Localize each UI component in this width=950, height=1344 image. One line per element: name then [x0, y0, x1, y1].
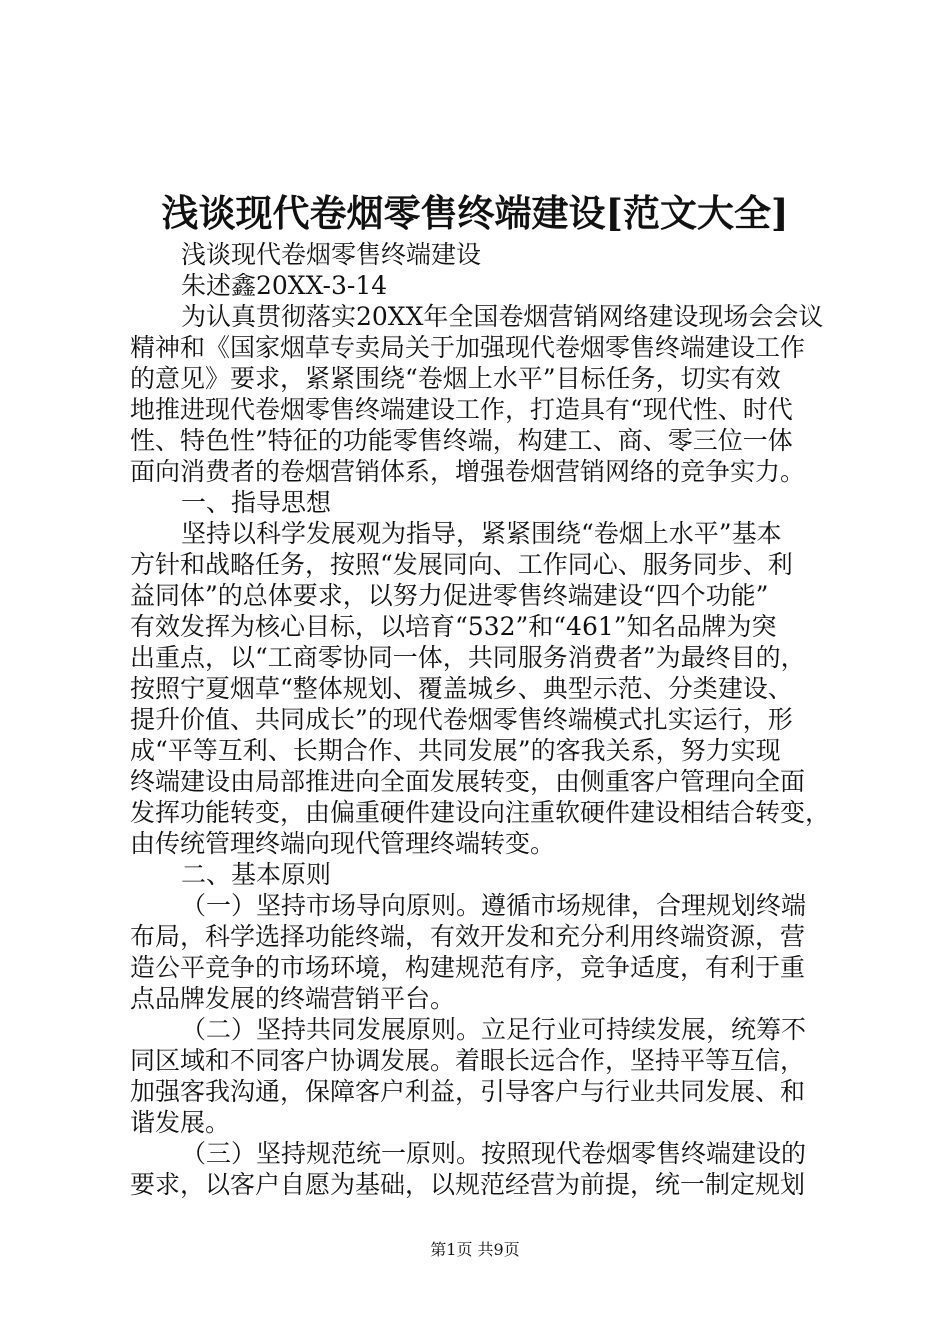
paragraph-line: 为认真贯彻落实20XX年全国卷烟营销网络建设现场会会议 — [181, 302, 824, 331]
document-subtitle: 浅谈现代卷烟零售终端建设 — [181, 240, 482, 269]
paragraph-line: 坚持以科学发展观为指导，紧紧围绕“卷烟上水平”基本 — [181, 519, 782, 548]
paragraph-line: （二）坚持共同发展原则。立足行业可持续发展，统筹不 — [181, 1015, 807, 1044]
author-date: 朱述鑫20XX-3-14 — [181, 271, 388, 300]
paragraph-line: 谐发展。 — [130, 1108, 231, 1137]
paragraph-line: 地推进现代卷烟零售终端建设工作，打造具有“现代性、时代 — [130, 395, 793, 424]
paragraph-line: 由传统管理终端向现代管理终端转变。 — [130, 829, 556, 858]
paragraph-line: 提升价值、共同成长”的现代卷烟零售终端模式扎实运行，形 — [130, 705, 793, 734]
paragraph-line: 要求，以客户自愿为基础，以规范经营为前提，统一制定规划 — [130, 1170, 806, 1199]
paragraph-line: 布局，科学选择功能终端，有效开发和充分利用终端资源，营 — [130, 922, 806, 951]
paragraph-line: 点品牌发展的终端营销平台。 — [130, 984, 456, 1013]
paragraph-line: （一）坚持市场导向原则。遵循市场规律，合理规划终端 — [181, 891, 807, 920]
page-footer: 第1页 共9页 — [430, 1240, 520, 1259]
paragraph-line: 同区域和不同客户协调发展。着眼长远合作，坚持平等互信， — [130, 1046, 806, 1075]
section-heading: 一、指导思想 — [181, 488, 332, 517]
paragraph-line: 精神和《国家烟草专卖局关于加强现代卷烟零售终端建设工作 — [130, 333, 806, 362]
paragraph-line: 加强客我沟通，保障客户利益，引导客户与行业共同发展、和 — [130, 1077, 806, 1106]
paragraph-line: 成“平等互利、长期合作、共同发展”的客我关系，努力实现 — [130, 736, 781, 765]
paragraph-line: 有效发挥为核心目标，以培育“532”和“461”知名品牌为突 — [130, 612, 777, 641]
paragraph-line: 出重点，以“工商零协同一体，共同服务消费者”为最终目的， — [130, 643, 806, 672]
paragraph-line: 造公平竞争的市场环境，构建规范有序，竞争适度，有利于重 — [130, 953, 806, 982]
paragraph-line: 发挥功能转变，由偏重硬件建设向注重软硬件建设相结合转变， — [130, 798, 831, 827]
paragraph-line: 终端建设由局部推进向全面发展转变，由侧重客户管理向全面 — [130, 767, 806, 796]
paragraph-line: （三）坚持规范统一原则。按照现代卷烟零售终端建设的 — [181, 1139, 807, 1168]
paragraph-line: 按照宁夏烟草“整体规划、覆盖城乡、典型示范、分类建设、 — [130, 674, 793, 703]
paragraph-line: 方针和战略任务，按照“发展同向、工作同心、服务同步、利 — [130, 550, 793, 579]
paragraph-line: 益同体”的总体要求，以努力促进零售终端建设“四个功能” — [130, 581, 769, 610]
paragraph-line: 的意见》要求，紧紧围绕“卷烟上水平”目标任务，切实有效 — [130, 364, 781, 393]
paragraph-line: 性、特色性”特征的功能零售终端，构建工、商、零三位一体 — [130, 426, 793, 455]
paragraph-line: 面向消费者的卷烟营销体系，增强卷烟营销网络的竞争实力。 — [130, 457, 806, 486]
section-heading: 二、基本原则 — [181, 860, 332, 889]
document-title: 浅谈现代卷烟零售终端建设[范文大全] — [161, 191, 789, 235]
